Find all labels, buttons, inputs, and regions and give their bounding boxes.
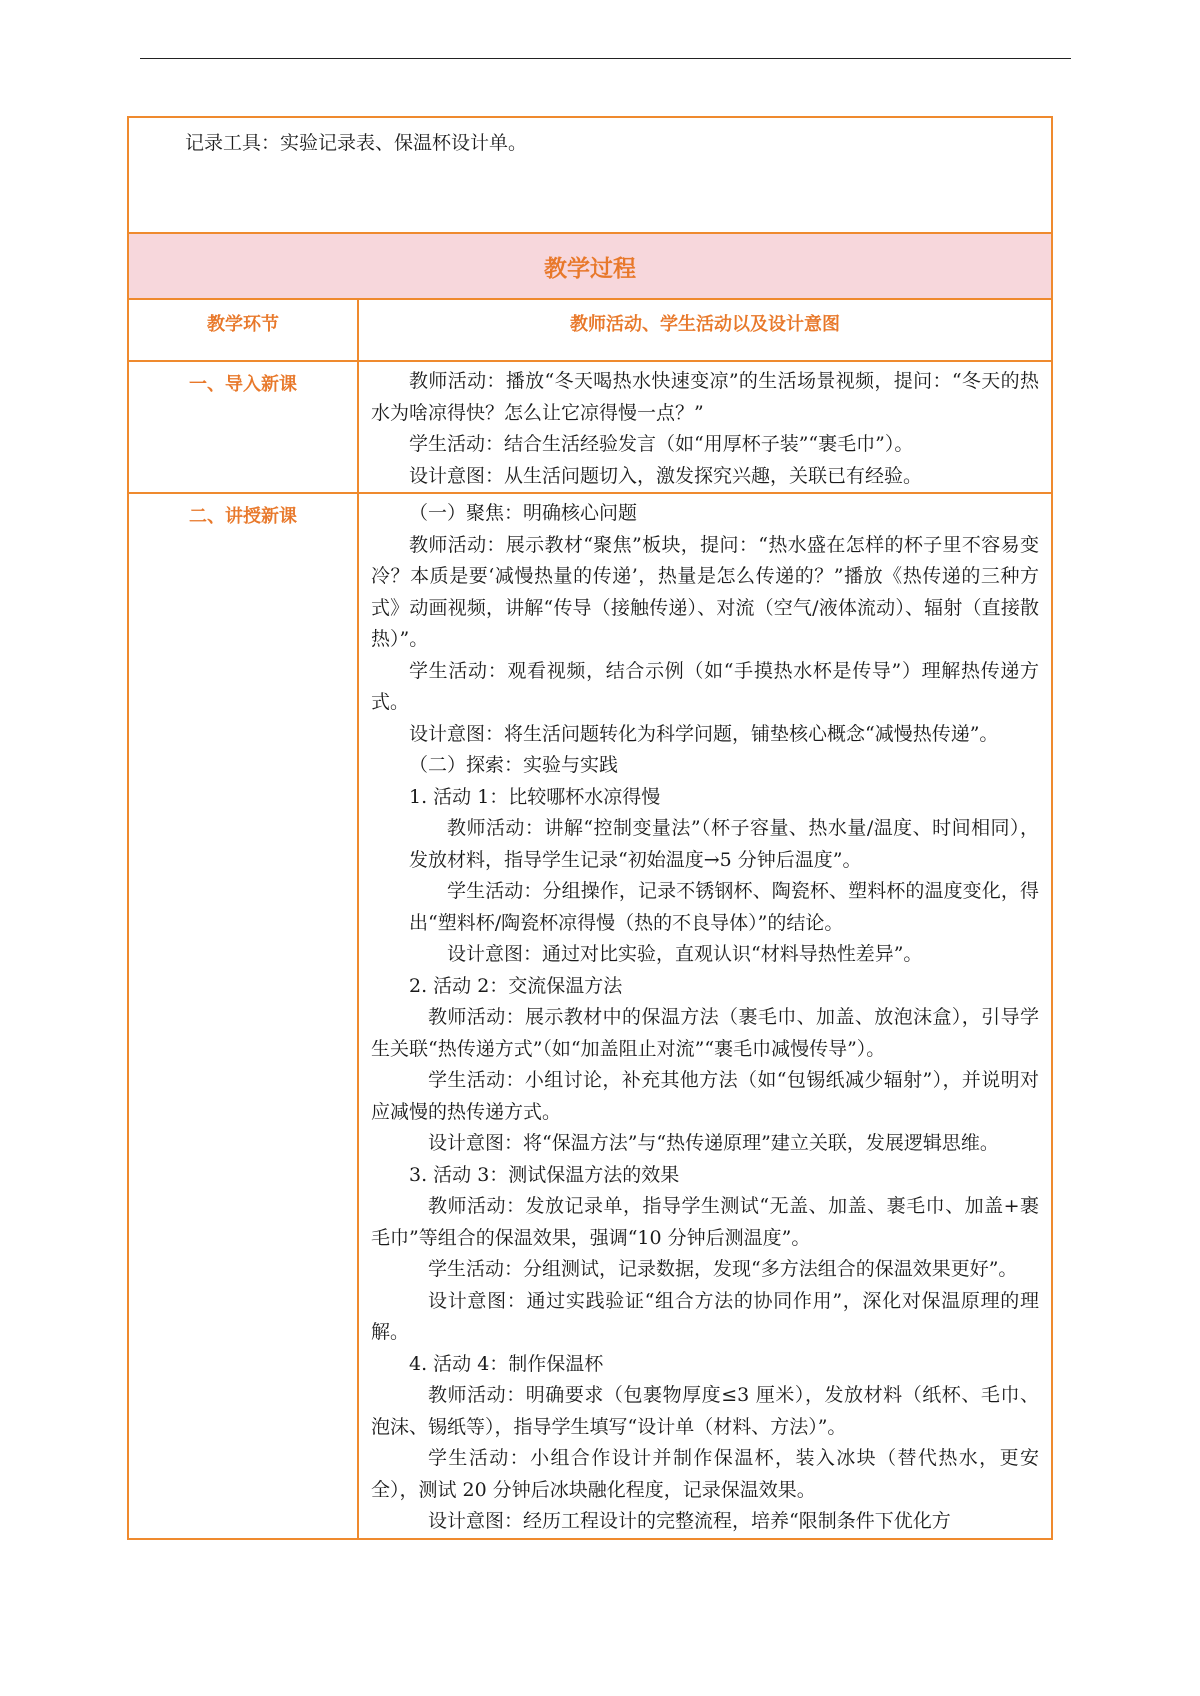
paragraph: 学生活动：观看视频，结合示例（如“手摸热水杯是传导”）理解热传递方式。: [371, 659, 1039, 713]
activity-title: 2. 活动 2：交流保温方法: [409, 974, 623, 997]
banner-row: [128, 233, 1052, 299]
paragraph: 设计意图：经历工程设计的完整流程，培养“限制条件下优化方: [428, 1510, 951, 1532]
activity-title: 4. 活动 4：制作保温杯: [409, 1352, 604, 1375]
paragraph: 教师活动：展示教材“聚焦”板块，提问：“热水盛在怎样的杯子里不容易变冷？本质是要‘减慢热量的传递’，热量是怎么传递的？”播放《热传递的三种方式》动画视频，讲解“传导（接触传递）、对流（空气/液体流动）、辐射（直接散热）”。: [371, 533, 1039, 650]
paragraph: 学生活动：结合生活经验发言（如“用厚杯子装”“裹毛巾”）。: [409, 433, 914, 455]
paragraph: 设计意图：将“保温方法”与“热传递原理”建立关联，发展逻辑思维。: [428, 1132, 999, 1154]
paragraph: 设计意图：通过对比实验，直观认识“材料导热性差异”。: [447, 943, 923, 965]
activity-1-body: [371, 813, 1039, 971]
stage-title-new-lesson: 二、讲授新课: [128, 493, 358, 1539]
paragraph: 设计意图：从生活问题切入，激发探究兴趣，关联已有经验。: [409, 464, 923, 487]
paragraph: 学生活动：小组讨论，补充其他方法（如“包锡纸减少辐射”），并说明对应减慢的热传递方式。: [371, 1069, 1039, 1123]
intro-content: [358, 361, 1052, 493]
header-rule: [140, 58, 1071, 59]
activity-4-body: [371, 1380, 1039, 1538]
header-row: [128, 299, 1052, 361]
activity-title: 3. 活动 3：测试保温方法的效果: [409, 1163, 680, 1186]
subsection-title: （二）探索：实验与实践: [409, 754, 619, 776]
paragraph: 学生活动：分组测试，记录数据，发现“多方法组合的保温效果更好”。: [428, 1258, 1018, 1280]
paragraph: 设计意图：将生活问题转化为科学问题，铺垫核心概念“减慢热传递”。: [409, 722, 999, 745]
table-row: [128, 361, 1052, 493]
paragraph: 教师活动：发放记录单，指导学生测试“无盖、加盖、裹毛巾、加盖+裹毛巾”等组合的保温效果，强调“10 分钟后测温度”。: [371, 1195, 1039, 1249]
paragraph: 教师活动：明确要求（包裹物厚度≤3 厘米），发放材料（纸杯、毛巾、泡沫、锡纸等），指导学生填写“设计单（材料、方法）”。: [371, 1384, 1039, 1438]
column-header-activities: 教师活动、学生活动以及设计意图: [358, 299, 1052, 361]
activity-title: 1. 活动 1：比较哪杯水凉得慢: [409, 785, 661, 808]
materials-cell: 记录工具：实验记录表、保温杯设计单。: [128, 117, 1052, 233]
paragraph: 教师活动：讲解“控制变量法”（杯子容量、热水量/温度、时间相同），发放材料，指导学生记录“初始温度→5 分钟后温度”。: [409, 817, 1039, 871]
new-lesson-content: [358, 493, 1052, 1539]
column-header-stage: 教学环节: [128, 299, 358, 361]
paragraph: 学生活动：小组合作设计并制作保温杯，装入冰块（替代热水，更安全），测试 20 分钟后冰块融化程度，记录保温效果。: [371, 1447, 1039, 1501]
stage-title-intro: 一、导入新课: [128, 361, 358, 493]
paragraph: 设计意图：通过实践验证“组合方法的协同作用”，深化对保温原理的理解。: [371, 1289, 1039, 1343]
section-banner: 教学过程: [128, 233, 1052, 299]
activity-3-body: [371, 1191, 1039, 1349]
materials-row: [128, 117, 1052, 233]
paragraph: 教师活动：播放“冬天喝热水快速变凉”的生活场景视频，提问：“冬天的热水为啥凉得快？怎么让它凉得慢一点？”: [371, 370, 1039, 424]
lesson-plan-table: [127, 116, 1053, 1540]
table-row: [128, 493, 1052, 1539]
activity-2-body: [371, 1002, 1039, 1160]
paragraph: 学生活动：分组操作，记录不锈钢杯、陶瓷杯、塑料杯的温度变化，得出“塑料杯/陶瓷杯凉得慢（热的不良导体）”的结论。: [409, 880, 1039, 934]
paragraph: 教师活动：展示教材中的保温方法（裹毛巾、加盖、放泡沫盒），引导学生关联“热传递方式”（如“加盖阻止对流”“裹毛巾减慢传导”）。: [371, 1006, 1039, 1060]
subsection-title: （一）聚焦：明确核心问题: [409, 502, 638, 524]
